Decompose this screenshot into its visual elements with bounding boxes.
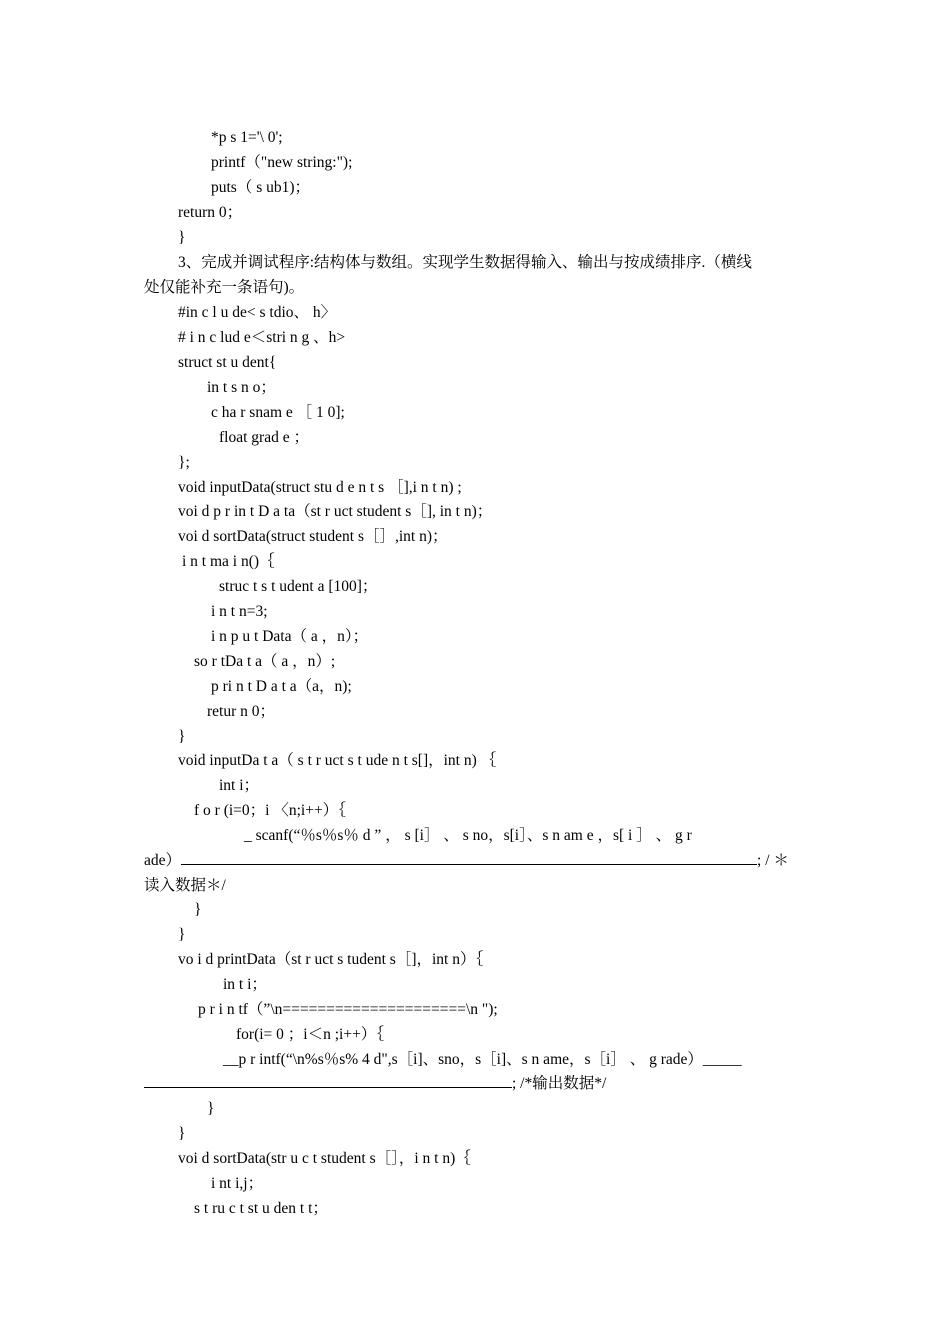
code-comment: 读入数据＊/ xyxy=(144,877,226,894)
code-line: }; xyxy=(178,454,190,471)
code-line: } xyxy=(178,229,186,246)
code-line: _ scanf(“％s％s％ d ” ， s [i］ 、 s no，s[i］、s n am e ，s[ i ］ 、 g r xyxy=(244,827,692,844)
code-line: __p r intf(“\n%s％s% 4 d",s［i]、sno，s［i]、s n ame，s［i］ 、 g rade）_____ xyxy=(223,1051,742,1068)
question-text: 3、完成并调试程序:结构体与数组。实现学生数据得输入、输出与按成绩排序.（横线 xyxy=(178,254,752,271)
code-line: } xyxy=(194,901,202,918)
code-line: return 0； xyxy=(178,204,243,221)
code-line: vo i d printData（st r uct s tudent s［]，int n）｛ xyxy=(178,951,484,968)
code-line: #in c l u de< s tdio、 h〉 xyxy=(178,304,337,321)
code-line: in t i； xyxy=(223,976,267,993)
code-fragment: ; / ＊ xyxy=(757,852,789,869)
code-line: p ri n t D a t a（a，n); xyxy=(211,678,352,695)
code-line: *p s 1='\ 0'; xyxy=(211,129,283,146)
code-line: i n t n=3; xyxy=(211,603,268,620)
code-line: # i n c lud e＜stri n g 、h> xyxy=(178,329,346,346)
code-line: puts（ s ub1)； xyxy=(211,179,311,196)
code-line: struc t s t udent a [100]； xyxy=(219,578,378,595)
code-line: i n t ma i n()｛ xyxy=(182,553,275,570)
code-line: f o r (i=0；i 〈n;i++）｛ xyxy=(194,802,346,819)
code-line: } xyxy=(207,1100,215,1117)
code-line-with-blank xyxy=(144,851,789,871)
code-line: printf（"new string:"); xyxy=(211,154,353,171)
code-line-with-blank xyxy=(144,1074,606,1094)
code-line: void inputDa t a（ s t r uct s t ude n t s[]，int n) ｛ xyxy=(178,752,497,769)
code-line: s t ru c t st u den t t； xyxy=(194,1200,328,1217)
code-line: c ha r snam e ［ 1 0]; xyxy=(211,404,345,421)
fill-in-blank xyxy=(181,851,757,865)
fill-in-blank xyxy=(144,1074,512,1088)
code-line: struct st u dent{ xyxy=(178,354,277,371)
code-line: for(i= 0 ；i＜n ;i++）｛ xyxy=(236,1026,385,1043)
code-line: so r tDa t a（ a ，n）; xyxy=(194,653,336,670)
code-line: i nt i,j； xyxy=(211,1175,264,1192)
code-fragment: ade） xyxy=(144,852,182,869)
code-line: } xyxy=(178,728,186,745)
code-line: voi d sortData(str u c t student s［］，i n t n)｛ xyxy=(178,1150,471,1167)
code-line: in t s n o； xyxy=(207,379,276,396)
code-fragment: ; /*输出数据*/ xyxy=(512,1075,607,1092)
code-line: voi d sortData(struct student s［］,int n)； xyxy=(178,528,448,545)
code-line: p r i n tf（”\n=====================\n "); xyxy=(198,1001,498,1018)
code-line: void inputData(struct stu d e n t s ［],i n t n) ; xyxy=(178,479,462,496)
code-line: i n p u t Data（ a ，n）； xyxy=(211,628,369,645)
code-line: int i； xyxy=(219,777,260,794)
code-line: float grad e ； xyxy=(219,429,309,446)
question-text: 处仅能补充一条语句)。 xyxy=(144,279,305,296)
code-line: } xyxy=(178,1125,186,1142)
code-line: voi d p r in t D a ta（st r uct student s［], in t n)； xyxy=(178,503,493,520)
code-line: } xyxy=(178,926,186,943)
code-line: retur n 0； xyxy=(207,703,276,720)
